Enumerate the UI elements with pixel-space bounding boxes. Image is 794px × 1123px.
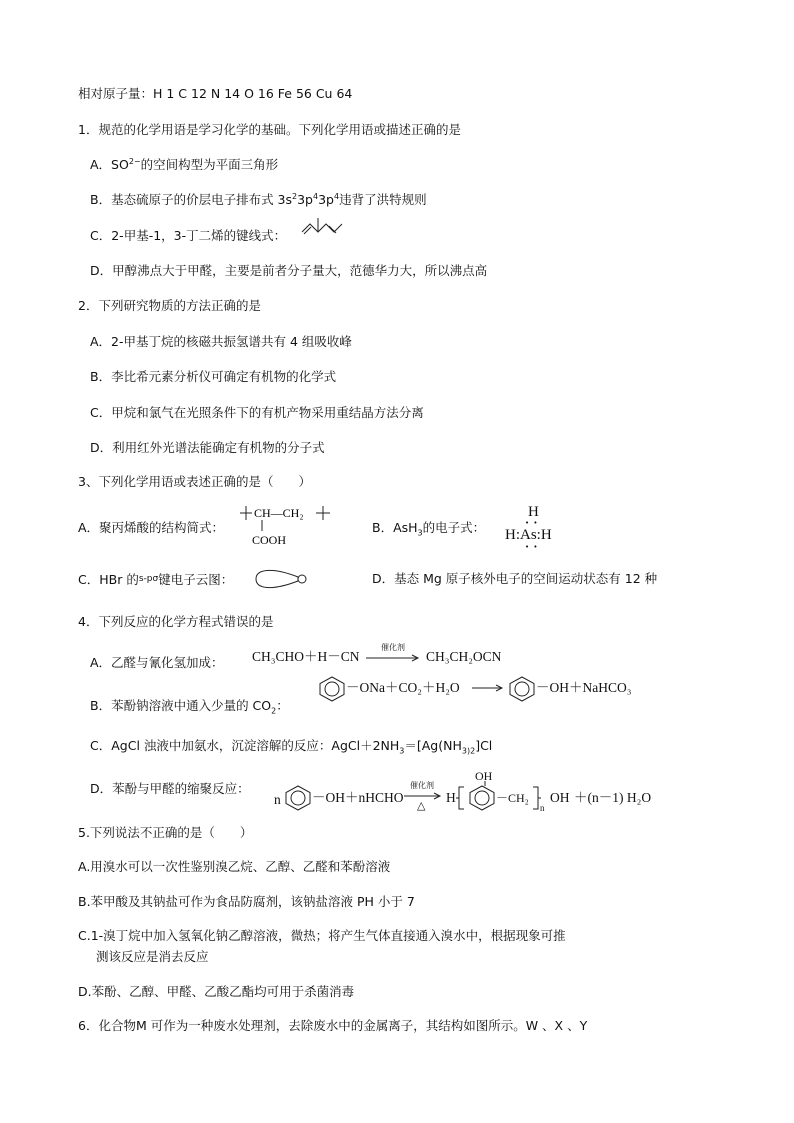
q3-option-d: D．基态 Mg 原子核外电子的空间运动状态有 12 种 xyxy=(372,571,658,586)
q1-b-pre: B．基态硫原子的价层电子排布式 3s xyxy=(90,192,293,207)
q4-option-b xyxy=(90,698,289,714)
q4-d-h: H xyxy=(446,790,456,805)
q4-b-lhs: －ONa＋CO₂＋H₂O xyxy=(346,680,460,695)
q4-b-text: B．苯酚钠溶液中通入少量的 CO xyxy=(90,698,272,713)
benzene-ring-icon xyxy=(284,785,312,811)
q4-a-lhs: CH₃CHO＋H－CN xyxy=(252,649,360,664)
polyacrylic-acid-formula xyxy=(238,503,334,549)
q2-option-c: C．甲烷和氯气在光照条件下的有机产物采用重结晶方法分离 xyxy=(90,405,424,420)
q4-d-lhs-text: OH＋nHCHO xyxy=(325,790,404,805)
atomic-masses: 相对原子量：H 1 C 12 N 14 O 16 Fe 56 Cu 64 xyxy=(78,86,353,101)
q2-option-a: A．2-甲基丁烷的核磁共振氢谱共有 4 组吸收峰 xyxy=(90,334,352,349)
q1-b-p2-exp: 4 xyxy=(333,191,340,201)
q4-d-lhs: －OH＋nHCHO xyxy=(312,790,404,805)
q2-option-b: B．李比希元素分析仪可确定有机物的化学式 xyxy=(90,369,337,384)
q4-b-arrow xyxy=(472,684,506,692)
q1-a-post: 的空间构型为平面三角形 xyxy=(140,157,279,172)
q4-c-sub3: ) xyxy=(466,746,471,756)
q5-option-c-line1: C.1-溴丁烷中加入氢氧化钠乙醇溶液，微热；将产生气体直接通入溴水中，根据现象可推 xyxy=(78,928,566,943)
q2-option-d: D．利用红外光谱法能确定有机物的分子式 xyxy=(90,440,325,455)
q3-b-pre: B．AsH xyxy=(372,520,418,535)
q1-a-sup: 2− xyxy=(128,156,141,166)
isoprene-skeletal-formula xyxy=(300,212,350,234)
q1-b-mid2: 3p xyxy=(318,192,334,207)
q5-option-a: A.用溴水可以一次性鉴别溴乙烷、乙醇、乙醛和苯酚溶液 xyxy=(78,859,391,874)
question-6-stem: 6．化合物M 可作为一种废水处理剂，去除废水中的金属离子，其结构如图所示。W 、X 、Y xyxy=(78,1018,588,1033)
q4-b-colon: ： xyxy=(276,698,289,713)
benzene-ring-icon xyxy=(318,676,346,702)
ash3-top-h: H xyxy=(528,504,539,520)
q4-d-ch2: －CH₂ xyxy=(496,791,529,805)
q3-c-post: 键电子云图： xyxy=(158,572,234,587)
question-3-stem: 3、下列化学用语或表述正确的是（ ） xyxy=(78,474,311,489)
q1-a-pre: A．SO xyxy=(90,157,129,172)
q4-c-post: ]Cl xyxy=(475,738,493,753)
q1-option-c: C．2-甲基-1，3-丁二烯的键线式： xyxy=(90,228,287,243)
ash3-electron-formula: H:As:H xyxy=(505,527,552,543)
q3-b-sub: 3 xyxy=(417,528,423,538)
q4-option-c xyxy=(90,738,492,754)
q4-c-sub4: 2 xyxy=(470,746,476,756)
q4-b-lhs-group: ONa＋CO₂＋H₂O xyxy=(359,680,460,695)
q4-b-sub: 2 xyxy=(271,706,277,716)
q3-c-bond: s-pσ xyxy=(138,574,159,584)
q4-option-a: A．乙醛与氰化氢加成： xyxy=(90,655,224,670)
q4-d-oh-top: OH xyxy=(475,769,493,783)
q4-d-oh-end: OH xyxy=(550,790,570,805)
ash3-dots-bottom: • • xyxy=(525,543,539,551)
q4-option-d: D．苯酚与甲醛的缩聚反应： xyxy=(90,781,250,796)
polymer-bracket-left xyxy=(456,786,466,810)
q4-b-rhs-group: OH＋NaHCO₃ xyxy=(549,680,632,695)
q1-b-s-exp: 2 xyxy=(292,191,298,201)
benzene-ring-icon xyxy=(468,785,496,811)
q4-c-pre: C．AgCl 浊液中加氨水，沉淀溶解的反应：AgCl＋2NH xyxy=(90,738,400,753)
electron-cloud-icon xyxy=(252,565,308,593)
q4-d-water: ＋(n－1) H₂O xyxy=(574,790,652,805)
q4-c-sub1: 3 xyxy=(399,746,405,756)
q4-d-n-sub: n xyxy=(540,803,545,813)
q5-option-d: D.苯酚、乙醇、甲醛、乙酸乙酯均可用于杀菌消毒 xyxy=(78,984,355,999)
question-2-stem: 2．下列研究物质的方法正确的是 xyxy=(78,298,261,313)
q5-option-b: B.苯甲酸及其钠盐可作为食品防腐剂，该钠盐溶液 PH 小于 7 xyxy=(78,894,415,909)
q4-c-mid: ＝[Ag(NH xyxy=(404,738,462,753)
q4-d-catalyst: 催化剂 xyxy=(410,781,434,790)
q1-option-d: D．甲醇沸点大于甲醛，主要是前者分子量大，范德华力大，所以沸点高 xyxy=(90,263,488,278)
q3-formula-top: CH—CH₂ xyxy=(254,506,304,520)
q3-option-c xyxy=(78,571,233,588)
q4-d-ch2-text: CH₂ xyxy=(508,791,529,805)
q4-a-catalyst: 催化剂 xyxy=(381,643,405,652)
q1-b-mid: 3p xyxy=(297,192,313,207)
q3-option-b xyxy=(372,520,485,536)
question-5-stem: 5.下列说法不正确的是（ ） xyxy=(78,825,253,840)
q4-a-arrow xyxy=(366,654,422,662)
q3-formula-bottom: COOH xyxy=(252,533,287,547)
q3-option-a: A．聚丙烯酸的结构简式： xyxy=(78,520,225,535)
question-1-stem: 1．规范的化学用语是学习化学的基础。下列化学用语或描述正确的是 xyxy=(78,122,461,137)
q5-option-c-line2: 测该反应是消去反应 xyxy=(96,949,209,964)
question-4-stem: 4．下列反应的化学方程式错误的是 xyxy=(78,614,274,629)
q4-d-n: n xyxy=(274,792,281,807)
ash3-dots-top: • • xyxy=(525,519,539,527)
q1-option-a xyxy=(90,157,278,173)
q1-option-b xyxy=(90,192,427,208)
q4-d-heat: △ xyxy=(417,799,426,812)
q3-c-pre: C．HBr 的 xyxy=(78,572,139,587)
q4-b-rhs: －OH＋NaHCO₃ xyxy=(536,680,632,695)
q1-b-post: 违背了洪特规则 xyxy=(339,192,427,207)
q3-b-post: 的电子式： xyxy=(422,520,486,535)
q1-b-p-exp: 4 xyxy=(313,191,319,201)
q4-a-rhs: CH₃CH₂OCN xyxy=(426,649,502,664)
q4-c-sub2: 3 xyxy=(461,746,467,756)
benzene-ring-icon xyxy=(508,676,536,702)
